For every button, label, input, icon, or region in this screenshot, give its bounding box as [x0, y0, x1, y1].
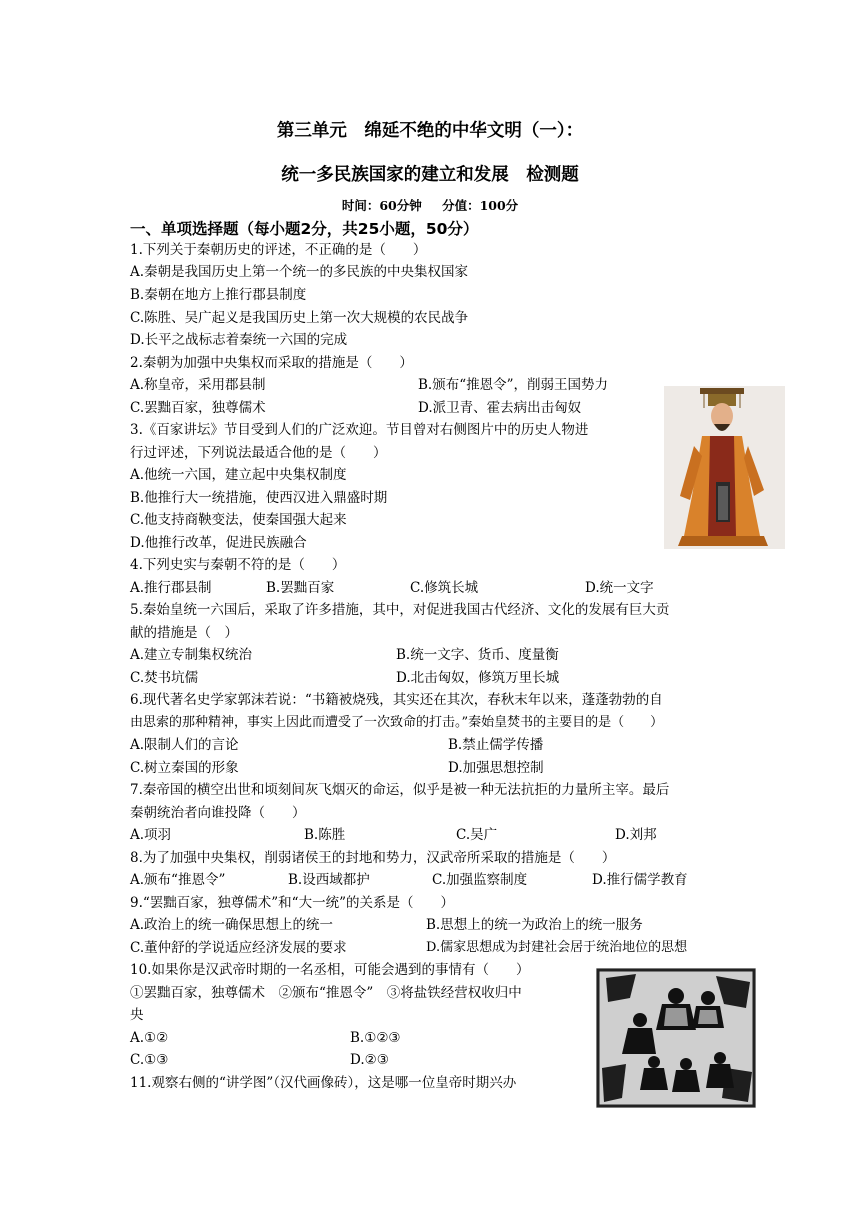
lecture-relief-image — [596, 968, 756, 1108]
q4-option-b: B.罢黜百家 — [266, 580, 335, 596]
page-subtitle: 统一多民族国家的建立和发展 检测题 — [281, 165, 579, 185]
q5-option-c: C.焚书坑儒 — [130, 670, 199, 686]
q3-option-a: A.他统一六国，建立起中央集权制度 — [130, 467, 347, 483]
q8-option-b: B.设西域都护 — [288, 872, 370, 888]
q8-option-d: D.推行儒学教育 — [592, 872, 688, 888]
q4-option-a: A.推行郡县制 — [130, 580, 212, 596]
q10-option-c: C.①③ — [130, 1052, 169, 1068]
q7-stem-line1: 7.秦帝国的横空出世和顷刻间灰飞烟灭的命运，似乎是被一种无法抗拒的力量所主宰。最后 — [130, 782, 670, 798]
q2-option-b: B.颁布“推恩令”，削弱王国势力 — [418, 377, 609, 393]
q6-option-a: A.限制人们的言论 — [130, 737, 239, 753]
q6-stem-line1: 6.现代著名史学家郭沫若说：“书籍被烧残，其实还在其次，春秋末年以来，蓬蓬勃勃的自 — [130, 692, 663, 708]
q6-option-b: B.禁止儒学传播 — [448, 737, 544, 753]
q2-stem: 2.秦朝为加强中央集权而采取的措施是（ ） — [130, 355, 413, 371]
q2-option-d: D.派卫青、霍去病出击匈奴 — [418, 400, 582, 416]
q2-option-a: A.称皇帝，采用郡县制 — [130, 377, 266, 393]
q1-option-c: C.陈胜、吴广起义是我国历史上第一次大规模的农民战争 — [130, 310, 469, 326]
q9-option-a: A.政治上的统一确保思想上的统一 — [130, 917, 334, 933]
q10-option-a: A.①② — [130, 1030, 169, 1046]
q9-stem: 9.“罢黜百家，独尊儒术”和“大一统”的关系是（ ） — [130, 895, 454, 911]
q9-option-d: D.儒家思想成为封建社会居于统治地位的思想 — [426, 940, 688, 955]
q10-option-b: B.①②③ — [350, 1030, 401, 1046]
q10-option-d: D.②③ — [350, 1052, 389, 1068]
q1-option-a: A.秦朝是我国历史上第一个统一的多民族的中央集权国家 — [130, 264, 469, 280]
q1-option-b: B.秦朝在地方上推行郡县制度 — [130, 287, 307, 303]
q6-option-c: C.树立秦国的形象 — [130, 760, 239, 776]
q10-items-line1: ①罢黜百家，独尊儒术 ②颁布“推恩令” ③将盐铁经营权收归中 — [130, 985, 522, 1001]
q3-option-b: B.他推行大一统措施，使西汉进入鼎盛时期 — [130, 490, 388, 506]
q8-option-c: C.加强监察制度 — [432, 872, 528, 888]
q9-option-c: C.董仲舒的学说适应经济发展的要求 — [130, 940, 347, 956]
q3-option-d: D.他推行改革，促进民族融合 — [130, 535, 307, 551]
q2-option-c: C.罢黜百家，独尊儒术 — [130, 400, 266, 416]
section-heading: 一、单项选择题（每小题2分，共25小题，50分） — [130, 220, 479, 238]
q4-stem: 4.下列史实与秦朝不符的是（ ） — [130, 557, 346, 573]
q3-option-c: C.他支持商鞅变法，使秦国强大起来 — [130, 512, 347, 528]
q5-option-d: D.北击匈奴，修筑万里长城 — [396, 670, 560, 686]
exam-meta — [0, 196, 860, 214]
q6-stem-line2: 由思索的那种精神，事实上因此而遭受了一次致命的打击。”秦始皇焚书的主要目的是（ ） — [130, 715, 664, 730]
q5-stem-line2: 献的措施是（ ） — [130, 625, 238, 641]
q7-stem-line2: 秦朝统治者向谁投降（ ） — [130, 805, 306, 821]
q6-option-d: D.加强思想控制 — [448, 760, 544, 776]
page-title: 第三单元 绵延不绝的中华文明（一）： — [276, 121, 584, 141]
q4-option-d: D.统一文字 — [585, 580, 654, 596]
exam-score: 分值：100分 — [442, 198, 519, 213]
q3-stem-line1: 3.《百家讲坛》节目受到人们的广泛欢迎。节目曾对右侧图片中的历史人物进 — [130, 422, 589, 438]
q7-option-d: D.刘邦 — [615, 827, 657, 843]
q5-option-b: B.统一文字、货币、度量衡 — [396, 647, 559, 663]
q4-option-c: C.修筑长城 — [410, 580, 479, 596]
exam-time: 时间：60分钟 — [341, 198, 422, 213]
q9-option-b: B.思想上的统一为政治上的统一服务 — [426, 917, 643, 933]
q7-option-c: C.吴广 — [456, 827, 498, 843]
q7-option-b: B.陈胜 — [304, 827, 346, 843]
q10-items-line2: 央 — [130, 1007, 144, 1023]
q5-stem-line1: 5.秦始皇统一六国后，采取了许多措施，其中，对促进我国古代经济、文化的发展有巨大贡 — [130, 602, 670, 618]
q1-option-d: D.长平之战标志着秦统一六国的完成 — [130, 332, 348, 348]
emperor-portrait-image — [664, 386, 785, 549]
q10-stem: 10.如果你是汉武帝时期的一名丞相，可能会遇到的事情有（ ） — [130, 962, 530, 978]
q11-stem: 11.观察右侧的“讲学图”（汉代画像砖），这是哪一位皇帝时期兴办 — [130, 1075, 517, 1091]
q5-option-a: A.建立专制集权统治 — [130, 647, 253, 663]
q3-stem-line2: 行过评述，下列说法最适合他的是（ ） — [130, 445, 387, 461]
q8-option-a: A.颁布“推恩令” — [130, 872, 226, 888]
q8-stem: 8.为了加强中央集权，削弱诸侯王的封地和势力，汉武帝所采取的措施是（ ） — [130, 850, 616, 866]
q7-option-a: A.项羽 — [130, 827, 172, 843]
q1-stem: 1.下列关于秦朝历史的评述，不正确的是（ ） — [130, 242, 427, 258]
